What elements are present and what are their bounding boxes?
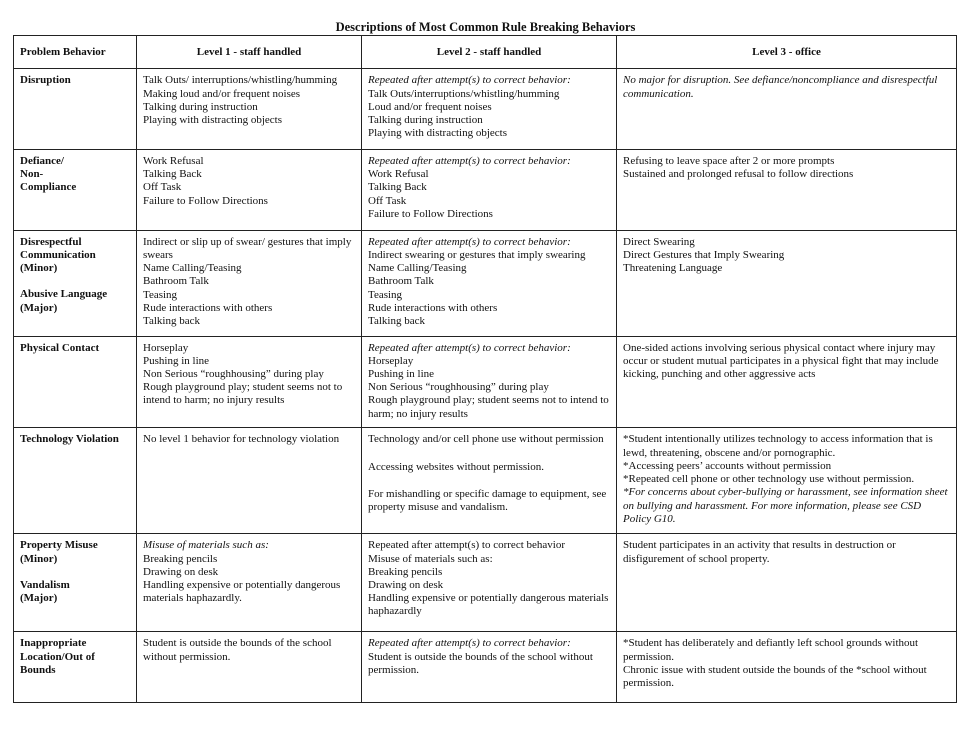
level2-cell: Repeated after attempt(s) to correct behavior: Student is outside the bounds of the school without permission.	[362, 632, 617, 703]
level3-cell: No major for disruption. See defiance/noncompliance and disrespectful communication.	[617, 69, 957, 150]
header-level2: Level 2 - staff handled	[362, 36, 617, 69]
level3-cell: Student participates in an activity that results in destruction or disfigurement of school property.	[617, 534, 957, 632]
header-row	[14, 36, 957, 69]
level3-cell: Direct Swearing Direct Gestures that Imply Swearing Threatening Language	[617, 230, 957, 336]
level1-cell: Horseplay Pushing in line Non Serious “roughhousing” during play Rough playground play; student seems not to intend to harm; no injury results	[137, 336, 362, 428]
header-problem-behavior: Problem Behavior	[14, 36, 137, 69]
level2-cell: Repeated after attempt(s) to correct behavior: Work Refusal Talking Back Off Task Failure to Follow Directions	[362, 150, 617, 231]
page-title: Descriptions of Most Common Rule Breaking Behaviors	[335, 20, 636, 34]
level1-cell: Talk Outs/ interruptions/whistling/humming Making loud and/or frequent noises Talking during instruction Playing with distracting objects	[137, 69, 362, 150]
table-row	[14, 336, 957, 428]
table-row	[14, 69, 957, 150]
behavior-cell: Disruption	[14, 69, 137, 150]
table-row	[14, 428, 957, 534]
header-level3: Level 3 - office	[617, 36, 957, 69]
behavior-cell: Technology Violation	[14, 428, 137, 534]
behavior-cell: Inappropriate Location/Out of Bounds	[14, 632, 137, 703]
level1-cell: Misuse of materials such as: Breaking pencils Drawing on desk Handling expensive or potentially dangerous materials haphazardly.	[137, 534, 362, 632]
level3-cell: One-sided actions involving serious physical contact where injury may occur or student mutual participates in a physical fight that may include kicking, punching and other aggressive acts	[617, 336, 957, 428]
level2-cell: Repeated after attempt(s) to correct behavior: Indirect swearing or gestures that imply swearing Name Calling/Teasing Bathroom Talk Teasing Rude interactions with others Talking back	[362, 230, 617, 336]
table-row	[14, 150, 957, 231]
header-level1: Level 1 - staff handled	[137, 36, 362, 69]
level1-cell: Work Refusal Talking Back Off Task Failure to Follow Directions	[137, 150, 362, 231]
behavior-cell: Physical Contact	[14, 336, 137, 428]
level1-cell: No level 1 behavior for technology violation	[137, 428, 362, 534]
behavior-table	[13, 35, 957, 703]
behavior-cell: Property Misuse (Minor) Vandalism (Major)	[14, 534, 137, 632]
level2-cell: Repeated after attempt(s) to correct behavior Misuse of materials such as: Breaking pencils Drawing on desk Handling expensive or potentially dangerous materials haphazardly	[362, 534, 617, 632]
level3-cell: *Student has deliberately and defiantly left school grounds without permission. Chronic issue with student outside the bounds of the *school without permission.	[617, 632, 957, 703]
table-row	[14, 632, 957, 703]
table-row	[14, 230, 957, 336]
level2-cell: Repeated after attempt(s) to correct behavior: Talk Outs/interruptions/whistling/humming Loud and/or frequent noises Talking during instruction Playing with distracting objects	[362, 69, 617, 150]
level3-cell: Refusing to leave space after 2 or more prompts Sustained and prolonged refusal to follow directions	[617, 150, 957, 231]
behavior-cell: Disrespectful Communication (Minor) Abusive Language (Major)	[14, 230, 137, 336]
level3-cell: *Student intentionally utilizes technology to access information that is lewd, threatening, obscene and/or pornographic. *Accessing peers’ accounts without permission *Repeated cell phone or other technology use without permission. *For concerns about cyber-bullying or harassment, see information sheet on bullying and harassment. For more information, please see CSD Policy G10.	[617, 428, 957, 534]
level2-cell: Technology and/or cell phone use without permission Accessing websites without permission. For mishandling or specific damage to equipment, see property misuse and vandalism.	[362, 428, 617, 534]
level1-cell: Indirect or slip up of swear/ gestures that imply swears Name Calling/Teasing Bathroom Talk Teasing Rude interactions with others Talking back	[137, 230, 362, 336]
table-row	[14, 534, 957, 632]
level2-cell: Repeated after attempt(s) to correct behavior: Horseplay Pushing in line Non Serious “roughhousing” during play Rough playground play; student seems not to intend to harm; no injury results	[362, 336, 617, 428]
level1-cell: Student is outside the bounds of the school without permission.	[137, 632, 362, 703]
behavior-cell: Defiance/ Non- Compliance	[14, 150, 137, 231]
